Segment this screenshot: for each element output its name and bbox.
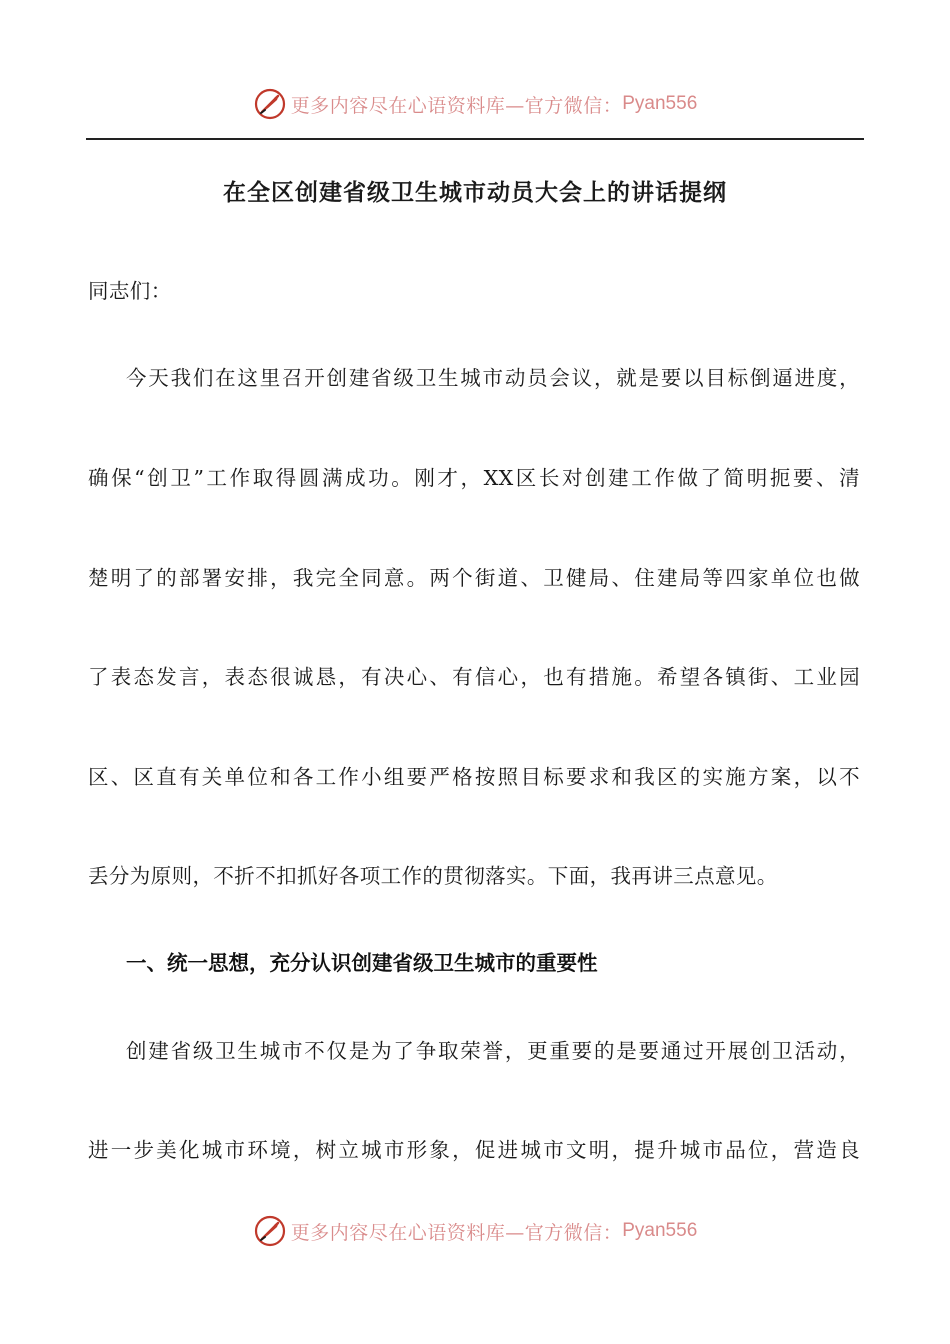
paragraph1-line-1: 今天我们在这里召开创建省级卫生城市动员会议，就是要以目标倒逼进度， [126, 366, 860, 390]
paragraph1-line-4: 了表态发言，表态很诚恳，有决心、有信心，也有措施。希望各镇街、工业园 [88, 665, 860, 689]
quill-logo-icon [253, 1214, 287, 1248]
quill-logo-icon [253, 87, 287, 121]
section-1-heading: 一、统一思想，充分认识创建省级卫生城市的重要性 [126, 951, 598, 975]
greeting: 同志们： [88, 279, 172, 303]
paragraph2-line-2: 进一步美化城市环境，树立城市形象，促进城市文明，提升城市品位，营造良 [88, 1138, 860, 1162]
header-banner [0, 84, 950, 124]
banner-text: 更多内容尽在心语资料库—官方微信： [290, 94, 623, 117]
banner-wechat-id: Pyan556 [622, 1220, 698, 1241]
paragraph1-line-6: 丢分为原则，不折不扣抓好各项工作的贯彻落实。下面，我再讲三点意见。 [88, 864, 778, 888]
banner-wechat-id: Pyan556 [622, 93, 698, 114]
document-title: 在全区创建省级卫生城市动员大会上的讲话提纲 [223, 180, 727, 206]
paragraph1-line-5: 区、区直有关单位和各工作小组要严格按照目标要求和我区的实施方案，以不 [88, 765, 860, 789]
paragraph2-line-1: 创建省级卫生城市不仅是为了争取荣誉，更重要的是要通过开展创卫活动， [126, 1039, 860, 1063]
paragraph1-line-2: 确保“创卫”工作取得圆满成功。刚才，XX区长对创建工作做了简明扼要、清 [88, 466, 860, 490]
footer-banner [0, 1211, 950, 1251]
header-divider [86, 138, 864, 140]
banner-text: 更多内容尽在心语资料库—官方微信： [290, 1221, 623, 1244]
paragraph1-line-3: 楚明了的部署安排，我完全同意。两个街道、卫健局、住建局等四家单位也做 [88, 566, 860, 590]
